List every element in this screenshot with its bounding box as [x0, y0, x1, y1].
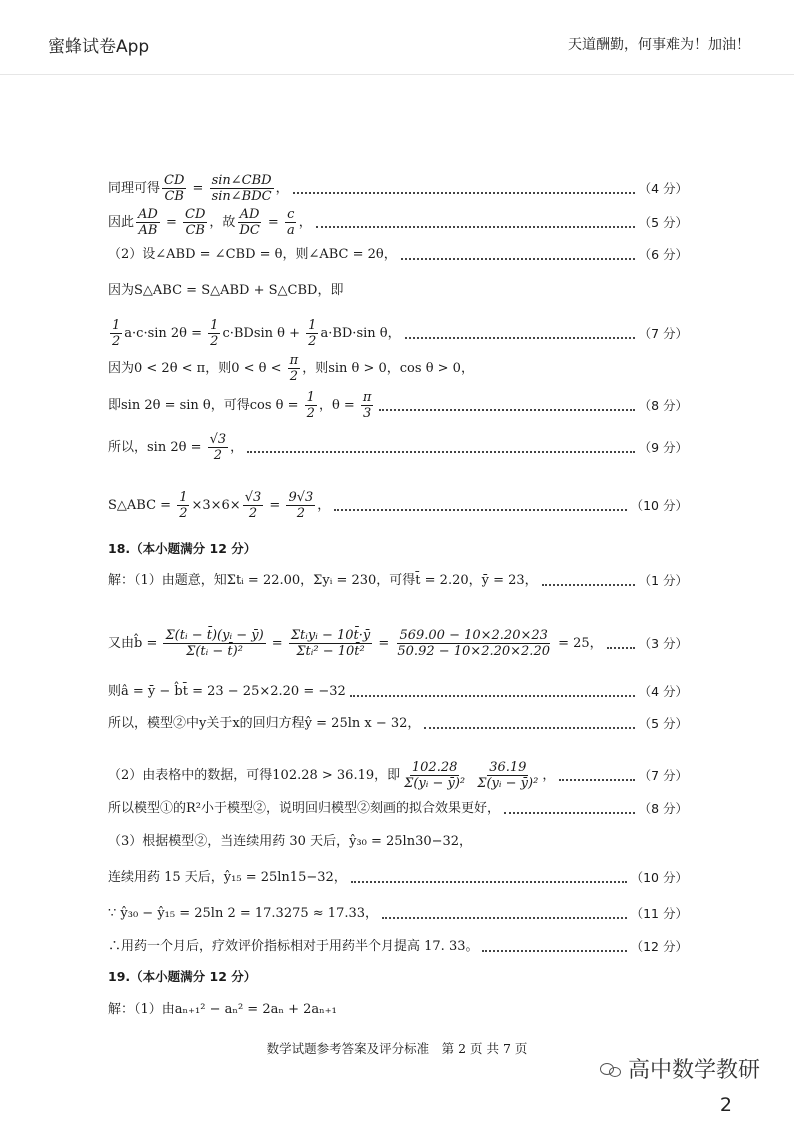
fraction: [286, 490, 315, 521]
leader-dots: [334, 509, 626, 511]
answer-line: [108, 715, 688, 733]
score-label: （11 分）: [630, 906, 688, 921]
score-label: （3 分）: [638, 635, 688, 651]
fraction: [163, 628, 265, 659]
fraction-denominator: 2: [210, 334, 219, 349]
text-segment: ，则sin θ > 0，cos θ > 0，: [302, 361, 474, 376]
text-segment: 因此: [108, 215, 135, 230]
fraction-denominator: Σ(tᵢ − t̄)²: [186, 644, 243, 659]
answer-line: [108, 572, 688, 590]
fraction-numerator: AD: [138, 207, 158, 222]
text-segment: = 25，: [553, 636, 603, 651]
score-label: （10 分）: [630, 497, 688, 513]
fraction-denominator: 2: [289, 369, 299, 384]
fraction-numerator: 1: [308, 318, 317, 333]
score-label: （5 分）: [638, 214, 688, 230]
line-text: [108, 173, 289, 204]
fraction-denominator: 2: [213, 448, 223, 463]
text-segment: ，: [542, 768, 556, 783]
fraction-numerator: Σ(tᵢ − t̄)(yᵢ − ȳ): [165, 628, 264, 643]
leader-dots: [351, 881, 627, 883]
fraction-numerator: c: [287, 207, 295, 222]
text-segment: =: [188, 181, 208, 196]
fraction-numerator: π: [289, 353, 299, 368]
fraction: [136, 207, 160, 238]
fraction-numerator: π: [362, 390, 372, 405]
fraction-denominator: 2: [248, 506, 258, 521]
fraction-numerator: 1: [112, 318, 121, 333]
answer-line: [108, 800, 688, 818]
line-text: 所以模型①的R²小于模型②，说明回归模型②刻画的拟合效果更好，: [108, 801, 500, 816]
line-text: 则â = ȳ − b̂t̄ = 23 − 25×2.20 = −32: [108, 684, 346, 699]
leader-dots: [350, 695, 635, 697]
leader-dots: [293, 192, 635, 194]
text-segment: a·BD·sin θ，: [320, 326, 401, 341]
score-label: （9 分）: [638, 439, 688, 455]
leader-dots: [424, 727, 634, 729]
fraction-denominator: CB: [164, 189, 184, 204]
answer-line: [108, 628, 688, 659]
fraction-denominator: 2: [296, 506, 305, 521]
text-segment: ，故: [209, 215, 236, 230]
leader-dots: [542, 584, 635, 586]
fraction-numerator: sin∠CBD: [211, 173, 272, 188]
score-label: （7 分）: [638, 325, 688, 341]
fraction-denominator: 3: [363, 406, 372, 421]
fraction-denominator: Σtᵢ² − 10t̄²: [296, 644, 365, 659]
fraction-numerator: 1: [306, 390, 315, 405]
text-segment: （2）由表格中的数据，可得102.28 > 36.19，即: [108, 768, 401, 783]
score-label: （1 分）: [638, 573, 688, 588]
fraction-denominator: AB: [138, 223, 158, 238]
score-label: （4 分）: [638, 180, 688, 196]
fraction: [361, 390, 374, 421]
leader-dots: [482, 950, 626, 952]
answer-line: [108, 968, 688, 986]
answer-line: [108, 173, 688, 204]
leader-dots: [247, 451, 634, 453]
text-segment: ，θ =: [318, 398, 359, 413]
fraction-denominator: 2: [112, 334, 121, 349]
line-text: ∵ ŷ₃₀ − ŷ₁₅ = 25ln 2 = 17.3275 ≈ 17.33，: [108, 906, 379, 921]
score-label: （8 分）: [638, 397, 688, 413]
answer-line: [108, 207, 688, 238]
answer-line: [108, 540, 688, 558]
text-segment: 又由b̂ =: [108, 636, 162, 651]
fraction-denominator: sin∠BDC: [211, 189, 272, 204]
text-segment: =: [265, 498, 285, 513]
score-label: （8 分）: [638, 801, 688, 816]
fraction-denominator: Σ(yᵢ − ȳ)²: [477, 776, 539, 791]
text-segment: =: [161, 215, 181, 230]
leader-dots: [379, 409, 634, 411]
text-segment: ，: [298, 215, 312, 230]
answer-line: [108, 490, 688, 521]
fraction: [237, 207, 261, 238]
text-segment: ，: [275, 181, 289, 196]
fraction-denominator: 2: [179, 506, 188, 521]
fraction: [475, 760, 540, 791]
line-text: （2）设∠ABD = ∠CBD = θ，则∠ABC = 2θ，: [108, 247, 397, 262]
answer-line: [108, 246, 688, 264]
fraction: [210, 173, 274, 204]
fraction-denominator: Σ(yᵢ − ȳ)²: [404, 776, 466, 791]
answer-line: [108, 353, 688, 384]
text-segment: a·c·sin 2θ =: [124, 326, 207, 341]
line-text: [108, 490, 330, 521]
line-text: [108, 760, 555, 791]
line-text: （3）根据模型②，当连续用药 30 天后，ŷ₃₀ = 25ln30−32，: [108, 834, 473, 849]
fraction-numerator: 9√3: [288, 490, 314, 505]
text-segment: =: [267, 636, 287, 651]
watermark: [600, 1053, 760, 1084]
line-text: 因为S△ABC = S△ABD + S△CBD，即: [108, 283, 344, 298]
line-text: 解：（1）由aₙ₊₁² − aₙ² = 2aₙ + 2aₙ₊₁: [108, 1002, 337, 1017]
line-text: ∴用药一个月后，疗效评价指标相对于用药半个月提高 17. 33。: [108, 939, 479, 954]
app-header: [0, 0, 794, 75]
fraction-denominator: DC: [239, 223, 260, 238]
fraction-numerator: 36.19: [489, 760, 527, 775]
fraction: [306, 318, 318, 349]
fraction: [110, 318, 122, 349]
leader-dots: [401, 258, 635, 260]
text-segment: c·BDsin θ +: [222, 326, 305, 341]
fraction-numerator: 102.28: [411, 760, 458, 775]
fraction: [243, 490, 264, 521]
line-text: [108, 432, 243, 463]
text-segment: 即sin 2θ = sin θ，可得cos θ =: [108, 398, 303, 413]
answer-line: [108, 833, 688, 851]
fraction-numerator: √3: [244, 490, 262, 505]
answer-line: [108, 390, 688, 421]
fraction-denominator: 50.92 − 10×2.20×2.20: [397, 644, 550, 659]
text-segment: ×3×6×: [191, 498, 241, 513]
score-label: （4 分）: [638, 684, 688, 699]
text-segment: 同理可得: [108, 181, 161, 196]
leader-dots: [405, 337, 635, 339]
app-slogan: 天道酬勤，何事难为！加油！: [568, 37, 750, 53]
fraction: [305, 390, 317, 421]
line-text: 19.（本小题满分 12 分）: [108, 969, 257, 984]
leader-dots: [607, 647, 635, 649]
fraction-denominator: CB: [185, 223, 205, 238]
fraction-numerator: CD: [164, 173, 185, 188]
fraction-numerator: 569.00 − 10×2.20×23: [399, 628, 548, 643]
fraction: [162, 173, 186, 204]
text-segment: ，: [230, 440, 244, 455]
fraction-numerator: 1: [210, 318, 219, 333]
score-label: （5 分）: [638, 716, 688, 731]
watermark-text: 高中数学教研: [628, 1058, 761, 1083]
line-text: [108, 628, 603, 659]
fraction: [288, 353, 301, 384]
fraction: [208, 432, 229, 463]
page-footer: 数学试题参考答案及评分标准 第 2 页 共 7 页: [266, 1041, 528, 1056]
line-text: [108, 390, 375, 421]
answer-line: [108, 760, 688, 791]
score-label: （12 分）: [630, 939, 688, 954]
text-segment: 因为0 < 2θ < π，则0 < θ <: [108, 361, 286, 376]
score-label: （7 分）: [638, 767, 688, 783]
line-text: [108, 353, 474, 384]
fraction: [285, 207, 297, 238]
text-segment: S△ABC =: [108, 498, 176, 513]
wechat-icon: [600, 1061, 622, 1077]
fraction-numerator: 1: [179, 490, 188, 505]
answer-line: [108, 905, 688, 923]
fraction-denominator: 2: [308, 334, 317, 349]
page-number: 2: [719, 1094, 732, 1116]
fraction-numerator: √3: [209, 432, 227, 447]
leader-dots: [382, 917, 627, 919]
answer-line: [108, 683, 688, 701]
text-segment: 所以，sin 2θ =: [108, 440, 206, 455]
line-text: [108, 207, 312, 238]
score-label: （10 分）: [630, 870, 688, 885]
fraction: [289, 628, 372, 659]
fraction: [402, 760, 467, 791]
answer-line: [108, 938, 688, 956]
answer-line: [108, 282, 688, 300]
text-segment: =: [263, 215, 283, 230]
fraction: [177, 490, 189, 521]
line-text: [108, 318, 401, 349]
line-text: 18.（本小题满分 12 分）: [108, 541, 257, 556]
fraction-denominator: a: [286, 223, 295, 238]
leader-dots: [316, 226, 635, 228]
app-name: 蜜蜂试卷App: [48, 37, 150, 57]
fraction-numerator: Σtᵢyᵢ − 10t̄·ȳ: [290, 628, 371, 643]
line-text: 所以，模型②中y关于x的回归方程ŷ = 25ln x − 32，: [108, 716, 421, 731]
fraction-numerator: CD: [185, 207, 206, 222]
fraction: [208, 318, 220, 349]
line-text: 连续用药 15 天后，ŷ₁₅ = 25ln15−32，: [108, 870, 347, 885]
text-segment: =: [374, 636, 394, 651]
fraction-denominator: 2: [306, 406, 315, 421]
fraction: [183, 207, 207, 238]
fraction-numerator: AD: [239, 207, 260, 222]
line-text: 解：（1）由题意，知Σtᵢ = 22.00，Σyᵢ = 230，可得t̄ = 2.20，ȳ = 23，: [108, 573, 538, 588]
score-label: （6 分）: [638, 247, 688, 262]
answer-line: [108, 318, 688, 349]
answer-line: [108, 869, 688, 887]
answer-line: [108, 432, 688, 463]
fraction: [395, 628, 552, 659]
leader-dots: [559, 779, 634, 781]
text-segment: [469, 768, 473, 783]
text-segment: ，: [317, 498, 331, 513]
leader-dots: [504, 812, 635, 814]
answer-line: [108, 1001, 688, 1019]
